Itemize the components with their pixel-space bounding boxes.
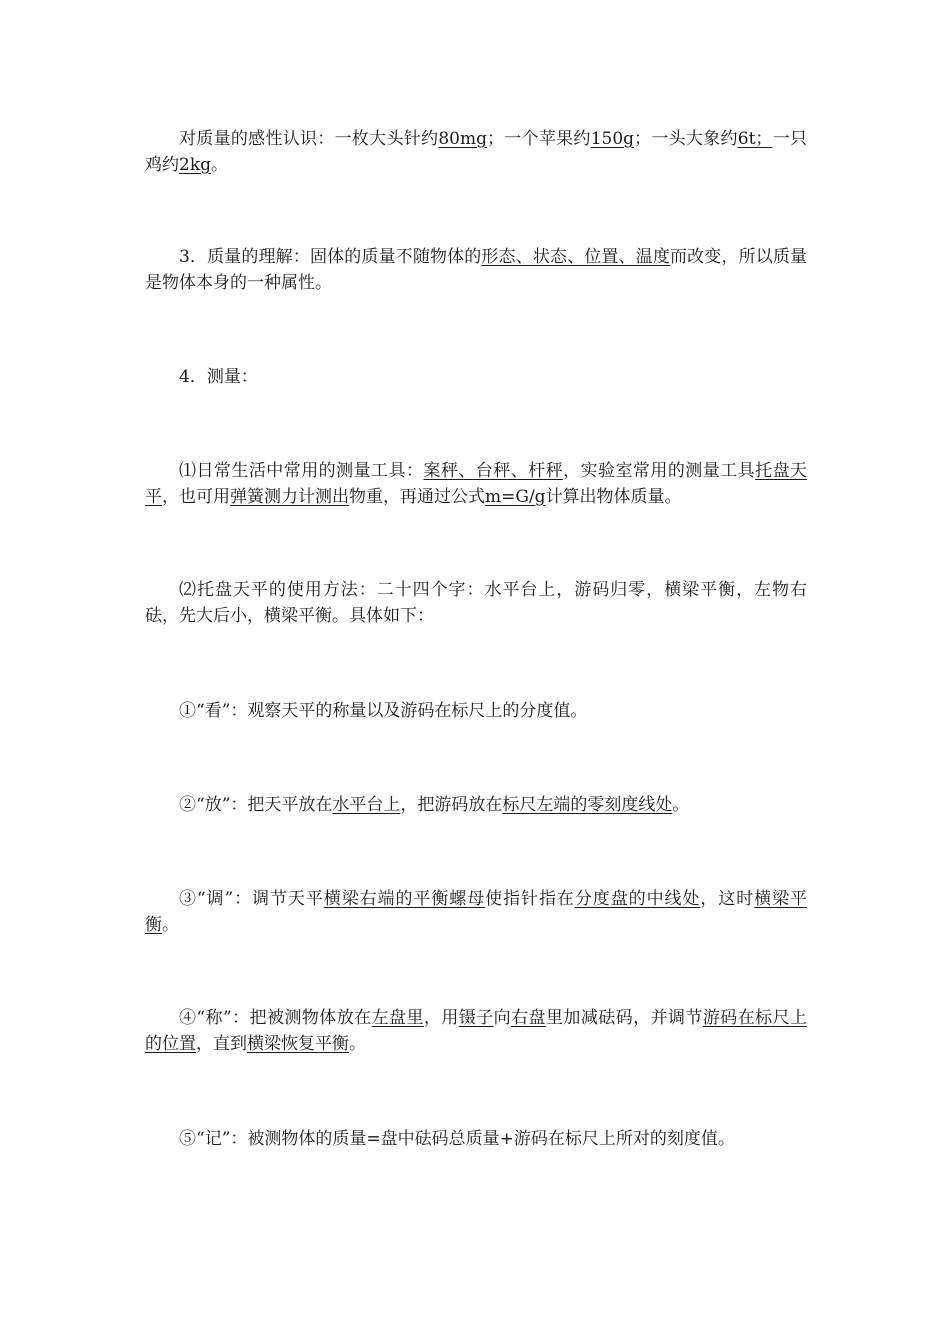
underlined-term: 水平台上 <box>332 795 401 815</box>
paragraph-balance-usage <box>145 577 807 629</box>
paragraph-step-weigh <box>145 1005 807 1057</box>
text-segment: 对质量的感性认识：一枚大头针约 <box>179 129 439 149</box>
underlined-term: 2kg <box>179 155 211 175</box>
underlined-term: 形态、状态、位置、温度 <box>481 247 670 267</box>
text-segment: 一只鸡约 <box>145 129 808 175</box>
underlined-term: 右盘 <box>511 1008 546 1028</box>
text-segment: 。 <box>162 915 179 935</box>
text-segment: ⑴日常生活中常用的测量工具： <box>179 461 424 481</box>
paragraph-measurement-heading <box>145 364 807 390</box>
paragraph-step-place <box>145 792 807 818</box>
underlined-term: 左盘里 <box>371 1008 424 1028</box>
underlined-term: 横梁平衡 <box>145 889 808 935</box>
text-segment: ，把游码放在 <box>400 795 503 815</box>
text-segment: ⑤“记”：被测物体的质量=盘中砝码总质量+游码在标尺上所对的刻度值。 <box>179 1129 735 1149</box>
text-segment: 。 <box>672 795 690 815</box>
underlined-term: m=G/g <box>485 487 546 507</box>
text-segment: 而改变，所以质量是物体本身的一种属性。 <box>145 247 808 293</box>
paragraph-measuring-tools <box>145 458 807 510</box>
text-segment: ③“调”：调节天平 <box>179 889 324 909</box>
text-segment: ，用 <box>423 1008 459 1028</box>
text-segment: 4．测量： <box>179 367 258 387</box>
text-segment: 使指针指在 <box>485 889 575 909</box>
text-segment: ；一头大象约 <box>634 129 738 149</box>
underlined-term: 150g <box>590 129 635 149</box>
underlined-term: 分度盘的中线处 <box>574 889 701 909</box>
paragraph-step-look <box>145 698 807 724</box>
underlined-term: 6t； <box>737 129 773 149</box>
text-segment: ⑵托盘天平的使用方法：二十四个字：水平台上，游码归零，横梁平衡，左物右砝，先大后小，横梁平衡。具体如下： <box>145 580 807 626</box>
text-segment: ，直到 <box>196 1034 247 1054</box>
underlined-term: 案秤、台秤、杆秤 <box>423 461 564 481</box>
text-segment: 3．质量的理解：固体的质量不随物体的 <box>179 247 482 267</box>
paragraph-step-record <box>145 1126 807 1152</box>
underlined-term: 80mg <box>438 129 487 149</box>
text-segment: 。 <box>211 155 228 175</box>
underlined-term: 标尺左端的零刻度线处 <box>502 795 673 815</box>
text-segment: 。 <box>349 1034 366 1054</box>
paragraph-mass-understanding <box>145 244 807 296</box>
underlined-term: 游码在标尺上的位置 <box>145 1008 808 1054</box>
text-segment: ；一个苹果约 <box>486 129 591 149</box>
paragraph-perception <box>145 126 807 178</box>
text-segment: 里加减砝码，并调节 <box>545 1008 703 1028</box>
underlined-term: 弹簧测力计测出 <box>230 487 349 507</box>
text-segment: 计算出物体质量。 <box>545 487 682 507</box>
text-segment: ④“称”：把被测物体放在 <box>179 1008 372 1028</box>
paragraph-step-adjust <box>145 886 807 938</box>
underlined-term: 托盘天平 <box>145 461 808 507</box>
text-segment: ①“看”：观察天平的称量以及游码在标尺上的分度值。 <box>179 701 588 721</box>
underlined-term: 镊子 <box>458 1008 494 1028</box>
text-segment: ，实验室常用的测量工具 <box>563 461 756 481</box>
text-segment: 物重，再通过公式 <box>349 487 485 507</box>
text-segment: ②“放”：把天平放在 <box>179 795 333 815</box>
text-segment: ，这时 <box>700 889 755 909</box>
text-segment: ，也可用 <box>162 487 230 507</box>
text-segment: 向 <box>493 1008 512 1028</box>
underlined-term: 横梁恢复平衡 <box>247 1034 349 1054</box>
underlined-term: 横梁右端的平衡螺母 <box>323 889 486 909</box>
